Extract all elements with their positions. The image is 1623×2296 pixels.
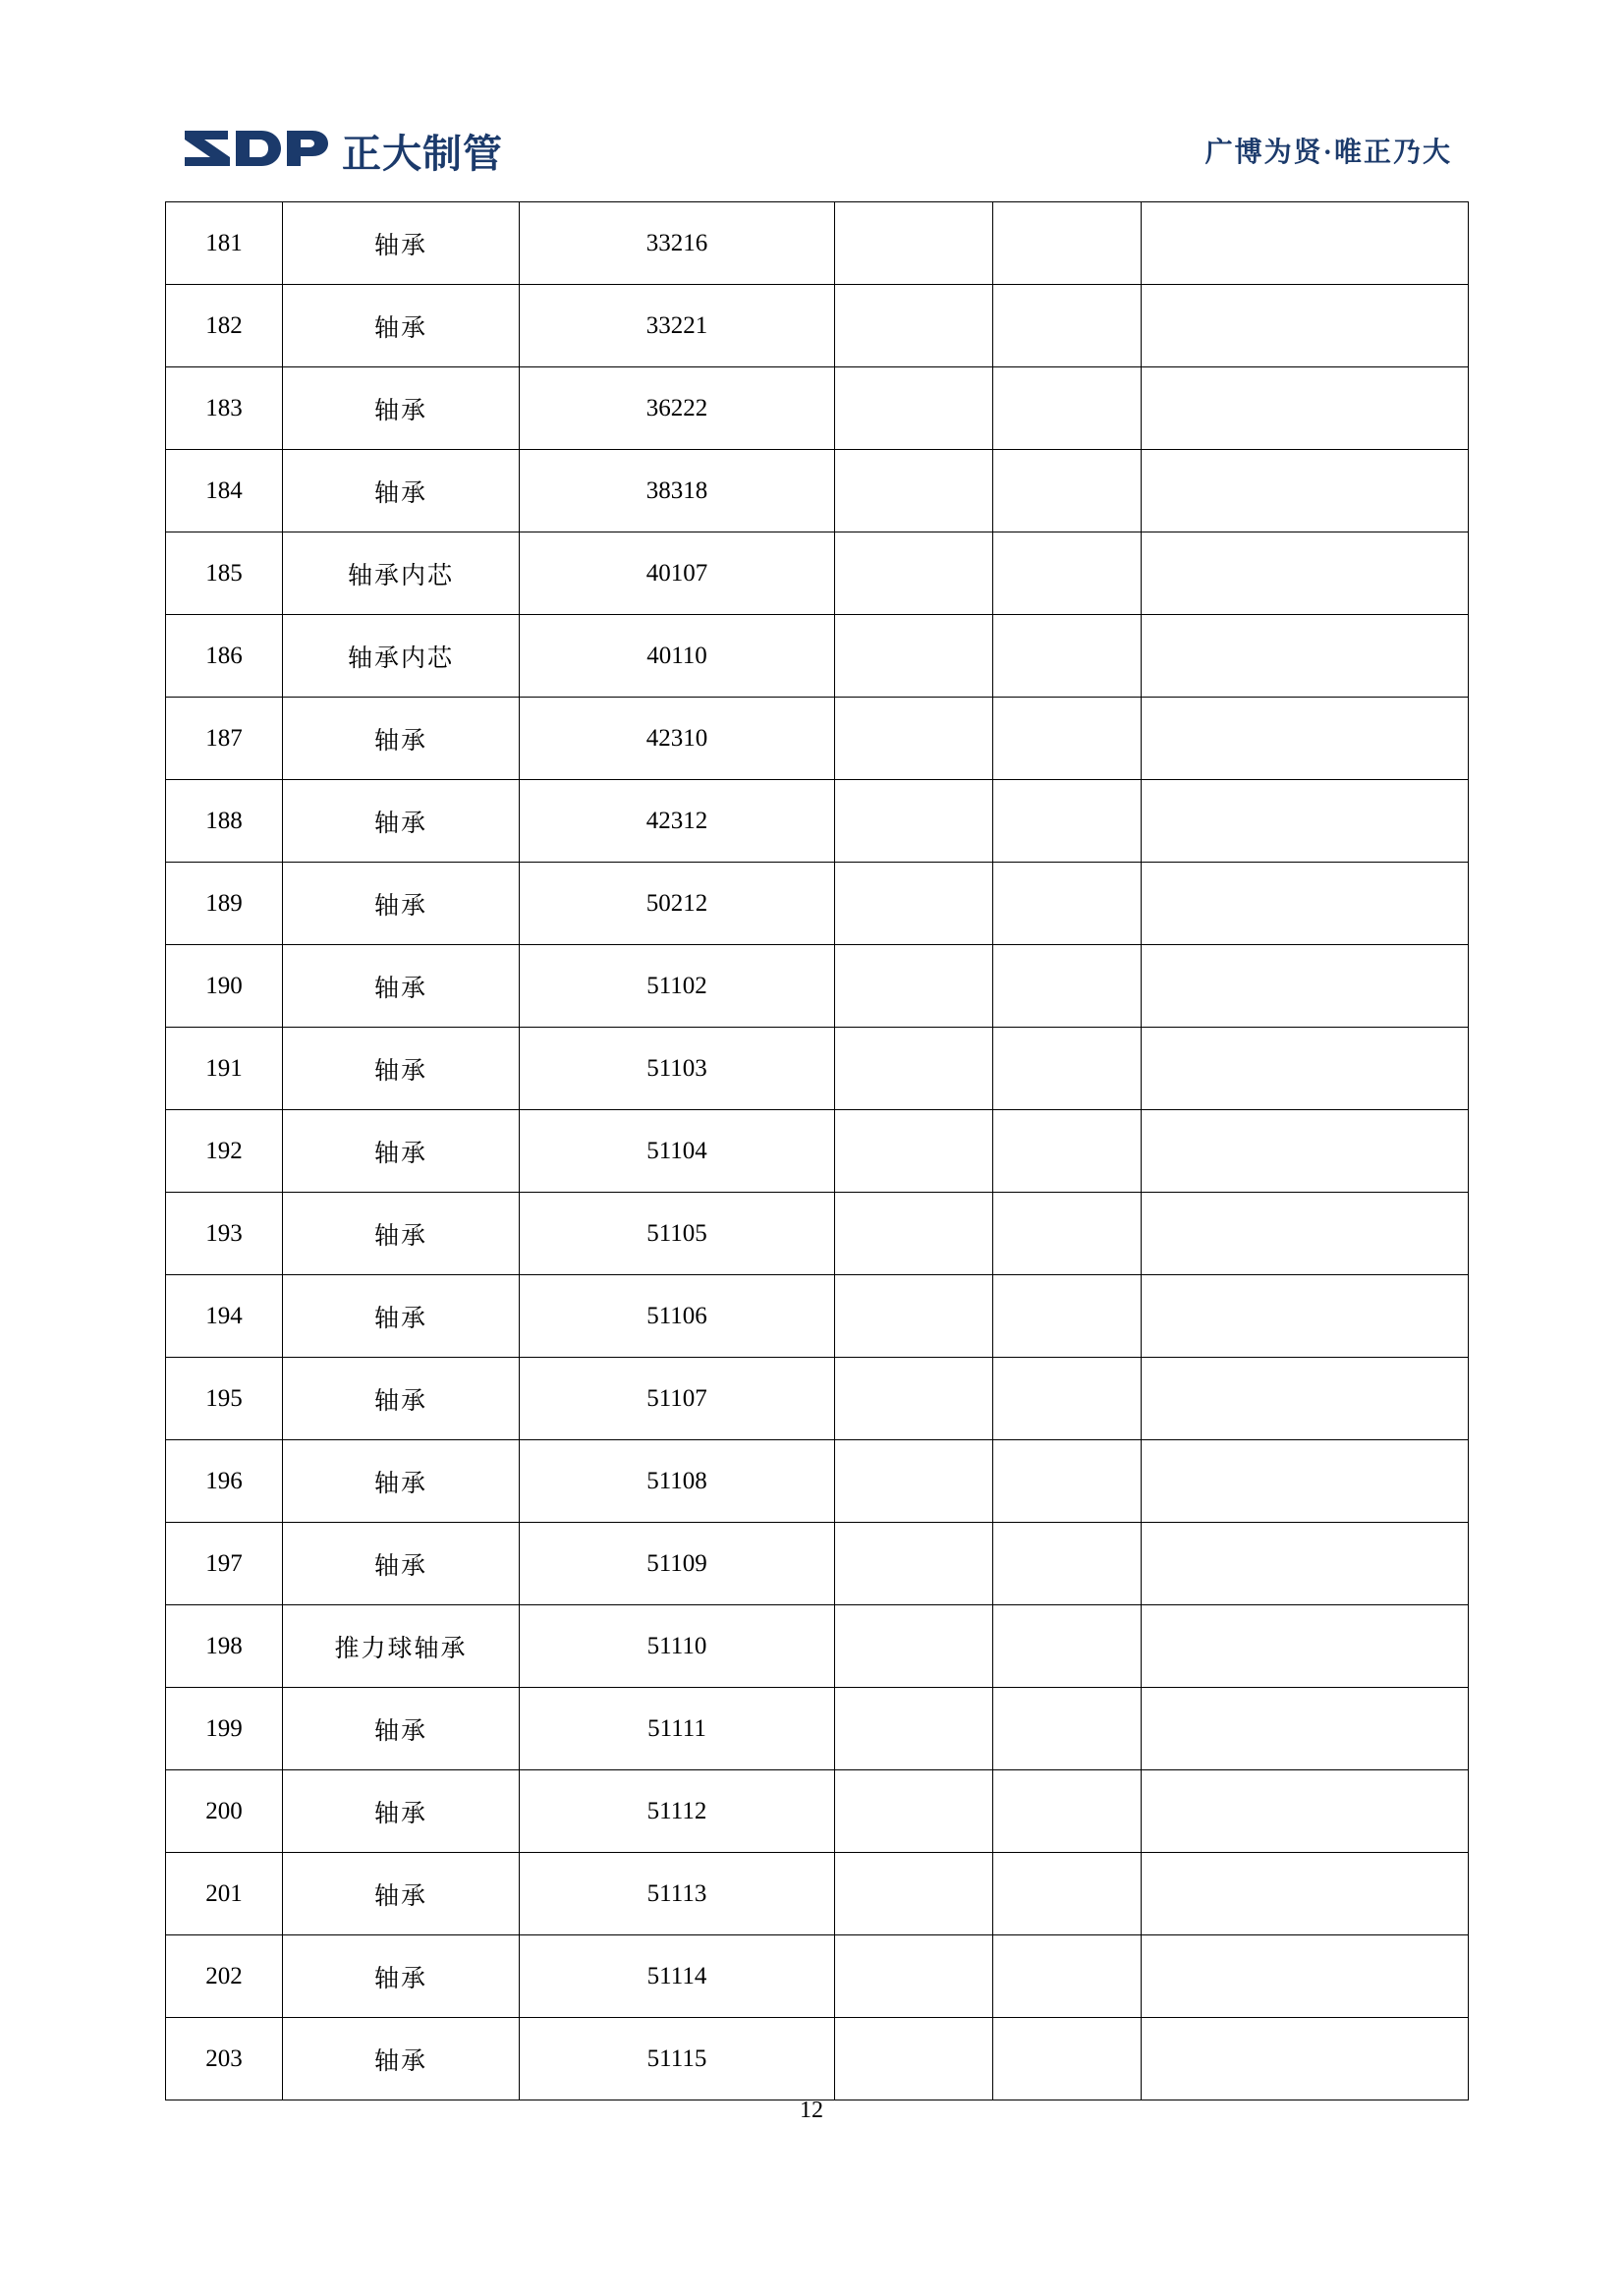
cell-name: 轴承内芯	[283, 532, 520, 615]
cell-empty-2	[993, 450, 1142, 532]
table-row	[166, 1275, 1469, 1358]
cell-empty-3	[1142, 1193, 1469, 1275]
cell-empty-3	[1142, 202, 1469, 285]
cell-model: 51109	[520, 1523, 835, 1605]
cell-index: 189	[166, 863, 283, 945]
cell-empty-3	[1142, 1028, 1469, 1110]
cell-empty-2	[993, 1440, 1142, 1523]
cell-empty-1	[835, 532, 993, 615]
parts-table-container	[165, 201, 1462, 2100]
zdp-logo-icon	[183, 127, 330, 174]
cell-empty-2	[993, 1853, 1142, 1935]
cell-name: 轴承	[283, 780, 520, 863]
cell-name: 轴承	[283, 863, 520, 945]
cell-model: 51113	[520, 1853, 835, 1935]
company-logo	[183, 123, 503, 179]
cell-empty-3	[1142, 532, 1469, 615]
cell-model: 51108	[520, 1440, 835, 1523]
table-row	[166, 202, 1469, 285]
cell-name: 轴承	[283, 450, 520, 532]
cell-empty-3	[1142, 615, 1469, 698]
cell-empty-1	[835, 202, 993, 285]
cell-name: 轴承内芯	[283, 615, 520, 698]
cell-empty-2	[993, 285, 1142, 367]
cell-empty-1	[835, 2018, 993, 2100]
cell-empty-2	[993, 532, 1142, 615]
logo-company-name: 正大制管	[342, 132, 503, 176]
page-header	[183, 116, 1452, 185]
cell-index: 182	[166, 285, 283, 367]
cell-model: 51114	[520, 1935, 835, 2018]
table-row	[166, 1028, 1469, 1110]
cell-empty-3	[1142, 1770, 1469, 1853]
cell-index: 201	[166, 1853, 283, 1935]
table-row	[166, 367, 1469, 450]
cell-model: 36222	[520, 367, 835, 450]
cell-empty-2	[993, 780, 1142, 863]
cell-index: 196	[166, 1440, 283, 1523]
cell-empty-3	[1142, 1688, 1469, 1770]
cell-empty-3	[1142, 945, 1469, 1028]
table-row	[166, 1193, 1469, 1275]
cell-name: 轴承	[283, 1523, 520, 1605]
cell-name: 轴承	[283, 2018, 520, 2100]
cell-name: 轴承	[283, 1275, 520, 1358]
cell-empty-1	[835, 1440, 993, 1523]
cell-empty-2	[993, 1605, 1142, 1688]
cell-empty-2	[993, 1688, 1142, 1770]
table-body	[166, 202, 1469, 2100]
cell-empty-1	[835, 945, 993, 1028]
cell-empty-2	[993, 945, 1142, 1028]
cell-empty-2	[993, 367, 1142, 450]
cell-index: 192	[166, 1110, 283, 1193]
cell-empty-2	[993, 1935, 1142, 2018]
cell-model: 51110	[520, 1605, 835, 1688]
page-number: 12	[800, 2098, 823, 2123]
cell-model: 33221	[520, 285, 835, 367]
table-row	[166, 863, 1469, 945]
cell-model: 42310	[520, 698, 835, 780]
cell-index: 202	[166, 1935, 283, 2018]
table-row	[166, 1935, 1469, 2018]
cell-empty-3	[1142, 450, 1469, 532]
cell-model: 42312	[520, 780, 835, 863]
cell-empty-1	[835, 1853, 993, 1935]
cell-empty-1	[835, 450, 993, 532]
table-row	[166, 945, 1469, 1028]
cell-name: 轴承	[283, 202, 520, 285]
cell-empty-3	[1142, 1523, 1469, 1605]
cell-model: 51107	[520, 1358, 835, 1440]
cell-name: 轴承	[283, 1028, 520, 1110]
cell-name: 轴承	[283, 945, 520, 1028]
cell-empty-1	[835, 1028, 993, 1110]
table-row	[166, 1688, 1469, 1770]
table-row	[166, 780, 1469, 863]
cell-index: 187	[166, 698, 283, 780]
table-row	[166, 1440, 1469, 1523]
cell-index: 191	[166, 1028, 283, 1110]
cell-model: 33216	[520, 202, 835, 285]
cell-empty-1	[835, 698, 993, 780]
cell-empty-1	[835, 285, 993, 367]
cell-empty-2	[993, 1523, 1142, 1605]
cell-name: 轴承	[283, 1770, 520, 1853]
cell-name: 轴承	[283, 1688, 520, 1770]
cell-empty-3	[1142, 1358, 1469, 1440]
cell-empty-3	[1142, 1935, 1469, 2018]
cell-empty-3	[1142, 780, 1469, 863]
cell-empty-2	[993, 1193, 1142, 1275]
cell-name: 推力球轴承	[283, 1605, 520, 1688]
cell-empty-2	[993, 1110, 1142, 1193]
cell-empty-3	[1142, 285, 1469, 367]
cell-model: 51104	[520, 1110, 835, 1193]
cell-index: 200	[166, 1770, 283, 1853]
company-slogan: 广博为贤·唯正乃大	[1204, 138, 1452, 168]
cell-name: 轴承	[283, 1440, 520, 1523]
cell-model: 51105	[520, 1193, 835, 1275]
cell-empty-1	[835, 1605, 993, 1688]
cell-empty-2	[993, 1770, 1142, 1853]
cell-empty-1	[835, 780, 993, 863]
cell-index: 197	[166, 1523, 283, 1605]
cell-empty-2	[993, 1275, 1142, 1358]
cell-empty-1	[835, 1110, 993, 1193]
cell-empty-1	[835, 615, 993, 698]
table-row	[166, 1523, 1469, 1605]
cell-empty-2	[993, 698, 1142, 780]
table-row	[166, 285, 1469, 367]
table-row	[166, 698, 1469, 780]
cell-empty-1	[835, 1193, 993, 1275]
cell-empty-2	[993, 202, 1142, 285]
cell-index: 183	[166, 367, 283, 450]
cell-empty-3	[1142, 863, 1469, 945]
cell-model: 51115	[520, 2018, 835, 2100]
cell-index: 185	[166, 532, 283, 615]
cell-empty-1	[835, 1935, 993, 2018]
cell-model: 51106	[520, 1275, 835, 1358]
cell-empty-1	[835, 1523, 993, 1605]
table-row	[166, 1358, 1469, 1440]
table-row	[166, 2018, 1469, 2100]
cell-empty-3	[1142, 367, 1469, 450]
cell-name: 轴承	[283, 1853, 520, 1935]
cell-empty-1	[835, 367, 993, 450]
cell-name: 轴承	[283, 367, 520, 450]
table-row	[166, 1110, 1469, 1193]
cell-empty-2	[993, 1358, 1142, 1440]
cell-index: 194	[166, 1275, 283, 1358]
cell-index: 188	[166, 780, 283, 863]
cell-model: 38318	[520, 450, 835, 532]
cell-empty-3	[1142, 1275, 1469, 1358]
table-row	[166, 1770, 1469, 1853]
cell-name: 轴承	[283, 1193, 520, 1275]
cell-model: 51103	[520, 1028, 835, 1110]
cell-name: 轴承	[283, 698, 520, 780]
cell-name: 轴承	[283, 1935, 520, 2018]
parts-table	[165, 201, 1469, 2100]
cell-empty-3	[1142, 1110, 1469, 1193]
cell-empty-3	[1142, 1440, 1469, 1523]
cell-model: 51112	[520, 1770, 835, 1853]
cell-empty-2	[993, 1028, 1142, 1110]
cell-empty-3	[1142, 2018, 1469, 2100]
page-footer	[0, 2098, 1623, 2124]
cell-name: 轴承	[283, 1358, 520, 1440]
table-row	[166, 450, 1469, 532]
cell-index: 181	[166, 202, 283, 285]
cell-model: 50212	[520, 863, 835, 945]
table-row	[166, 1853, 1469, 1935]
cell-model: 51102	[520, 945, 835, 1028]
cell-index: 184	[166, 450, 283, 532]
cell-empty-2	[993, 2018, 1142, 2100]
cell-name: 轴承	[283, 285, 520, 367]
cell-empty-3	[1142, 1853, 1469, 1935]
cell-index: 203	[166, 2018, 283, 2100]
cell-empty-3	[1142, 698, 1469, 780]
table-row	[166, 1605, 1469, 1688]
cell-empty-1	[835, 1688, 993, 1770]
cell-empty-1	[835, 1358, 993, 1440]
cell-name: 轴承	[283, 1110, 520, 1193]
cell-index: 190	[166, 945, 283, 1028]
cell-index: 198	[166, 1605, 283, 1688]
cell-empty-2	[993, 863, 1142, 945]
cell-empty-1	[835, 1770, 993, 1853]
cell-empty-2	[993, 615, 1142, 698]
cell-empty-1	[835, 863, 993, 945]
cell-model: 40110	[520, 615, 835, 698]
cell-empty-1	[835, 1275, 993, 1358]
cell-index: 186	[166, 615, 283, 698]
cell-index: 195	[166, 1358, 283, 1440]
table-row	[166, 615, 1469, 698]
table-row	[166, 532, 1469, 615]
cell-model: 40107	[520, 532, 835, 615]
cell-index: 199	[166, 1688, 283, 1770]
cell-empty-3	[1142, 1605, 1469, 1688]
cell-model: 51111	[520, 1688, 835, 1770]
cell-index: 193	[166, 1193, 283, 1275]
